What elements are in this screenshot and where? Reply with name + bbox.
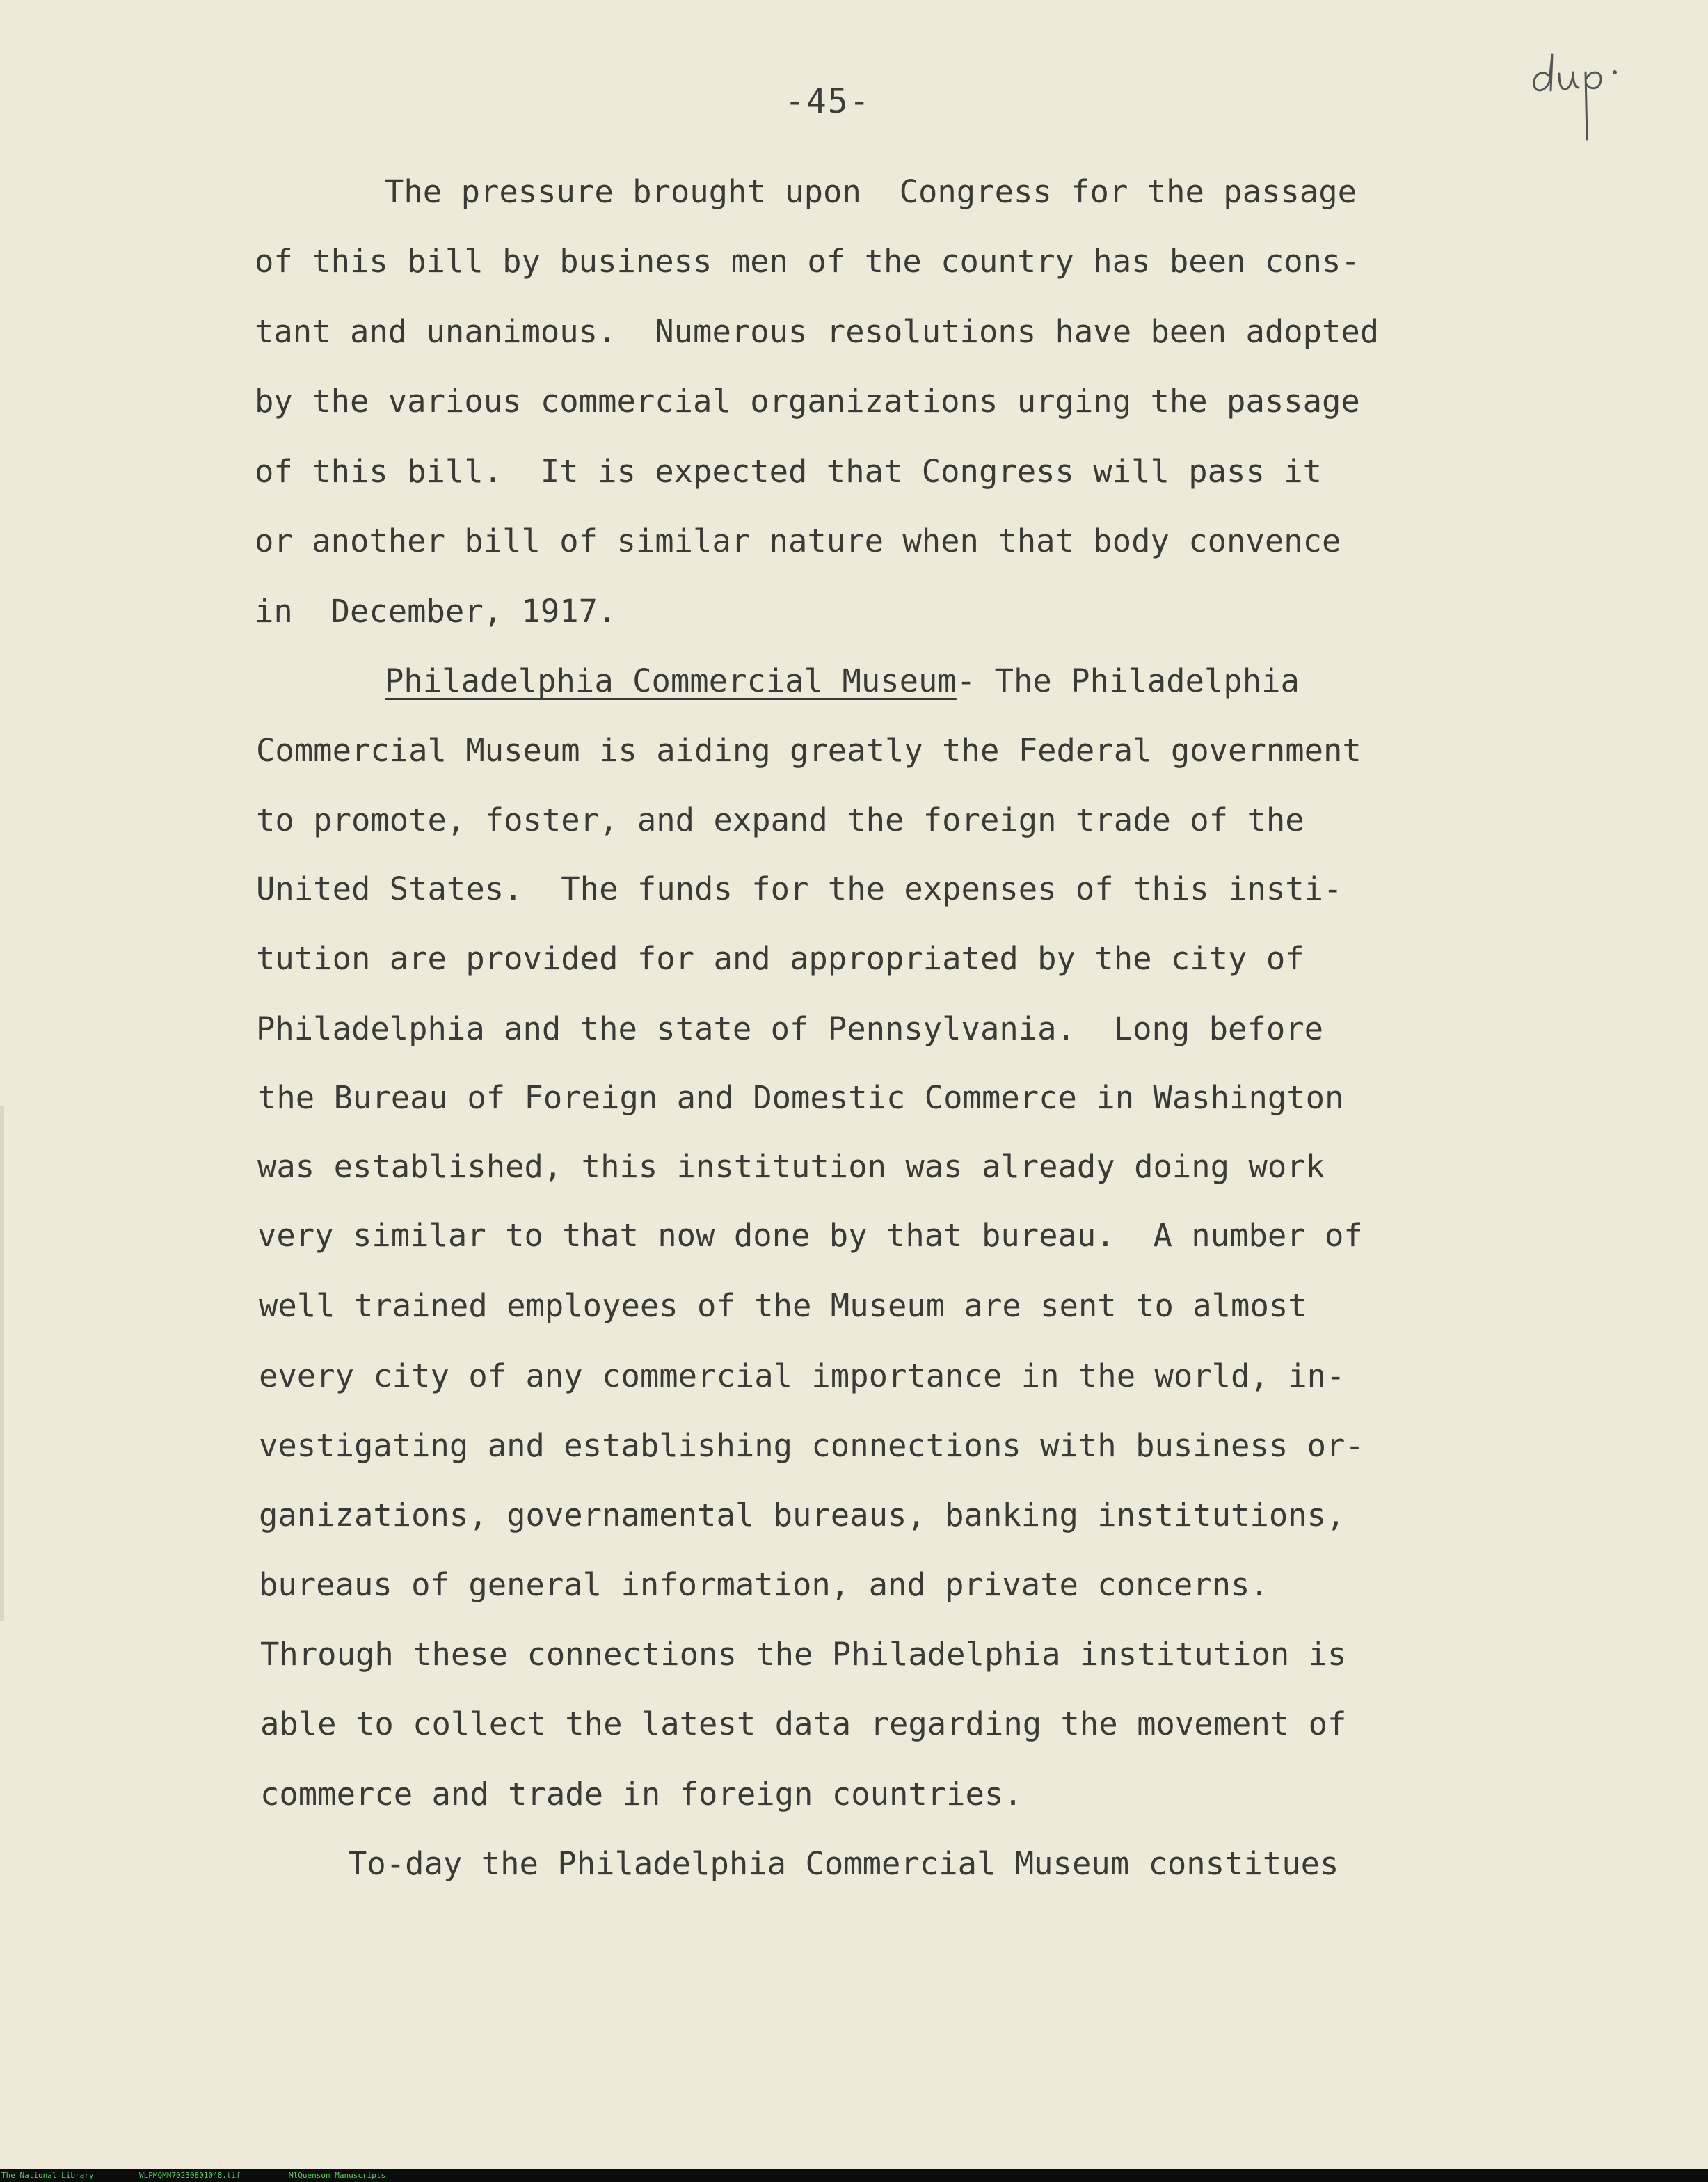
text-line: very similar to that now done by that bureau. A number of (257, 1217, 1363, 1254)
page-number: -45- (785, 82, 871, 121)
text-line: every city of any commercial importance in the world, in- (259, 1357, 1346, 1394)
text-line: Commercial Museum is aiding greatly the Federal government (256, 732, 1362, 769)
dup-handwriting-icon (1527, 42, 1638, 146)
text-line: tant and unanimous. Numerous resolutions have been adopted (255, 313, 1380, 350)
text-line: To-day the Philadelphia Commercial Museum constitues (348, 1845, 1339, 1882)
text-line: able to collect the latest data regarding the movement of (260, 1705, 1347, 1742)
handwritten-annotation (1527, 42, 1638, 146)
text-line: by the various commercial organizations urging the passage (255, 383, 1360, 420)
footer-collection: MlQuenson Manuscripts (289, 2171, 386, 2180)
text-line: The pressure brought upon Congress for the passage (385, 173, 1357, 210)
text-line: vestigating and establishing connections with business or- (259, 1427, 1364, 1464)
footer-library: The National Library (1, 2171, 94, 2180)
text-line: tution are provided for and appropriated by the city of (256, 940, 1304, 977)
section-heading-line (385, 662, 1300, 701)
text-line: ganizations, governamental bureaus, banking institutions, (259, 1497, 1346, 1534)
text-line: in December, 1917. (255, 593, 617, 630)
text-line: the Bureau of Foreign and Domestic Commerce in Washington (257, 1079, 1344, 1116)
scan-footer-bar (0, 2169, 1708, 2182)
page-edge-shadow (0, 1106, 4, 1621)
text-line: was established, this institution was already doing work (257, 1148, 1325, 1185)
text-line: commerce and trade in foreign countries. (260, 1776, 1023, 1813)
text-line: to promote, foster, and expand the foreign trade of the (256, 802, 1304, 838)
text-line: bureaus of general information, and private concerns. (259, 1566, 1269, 1603)
text-line: Through these connections the Philadelphia institution is (260, 1636, 1347, 1673)
text-line: or another bill of similar nature when that body convence (255, 523, 1341, 559)
text-line: well trained employees of the Museum are sent to almost (259, 1287, 1307, 1324)
footer-file: WLPMQMN70230801048.tif (139, 2171, 241, 2180)
text-line: of this bill by business men of the country has been cons- (255, 243, 1360, 280)
text-line: of this bill. It is expected that Congress will pass it (255, 453, 1323, 490)
section-heading: Philadelphia Commercial Museum (385, 662, 957, 699)
text-line: Philadelphia and the state of Pennsylvania. Long before (256, 1010, 1324, 1047)
text-line: United States. The funds for the expenses of this insti- (256, 870, 1343, 907)
section-heading-rest: - The Philadelphia (956, 662, 1300, 699)
